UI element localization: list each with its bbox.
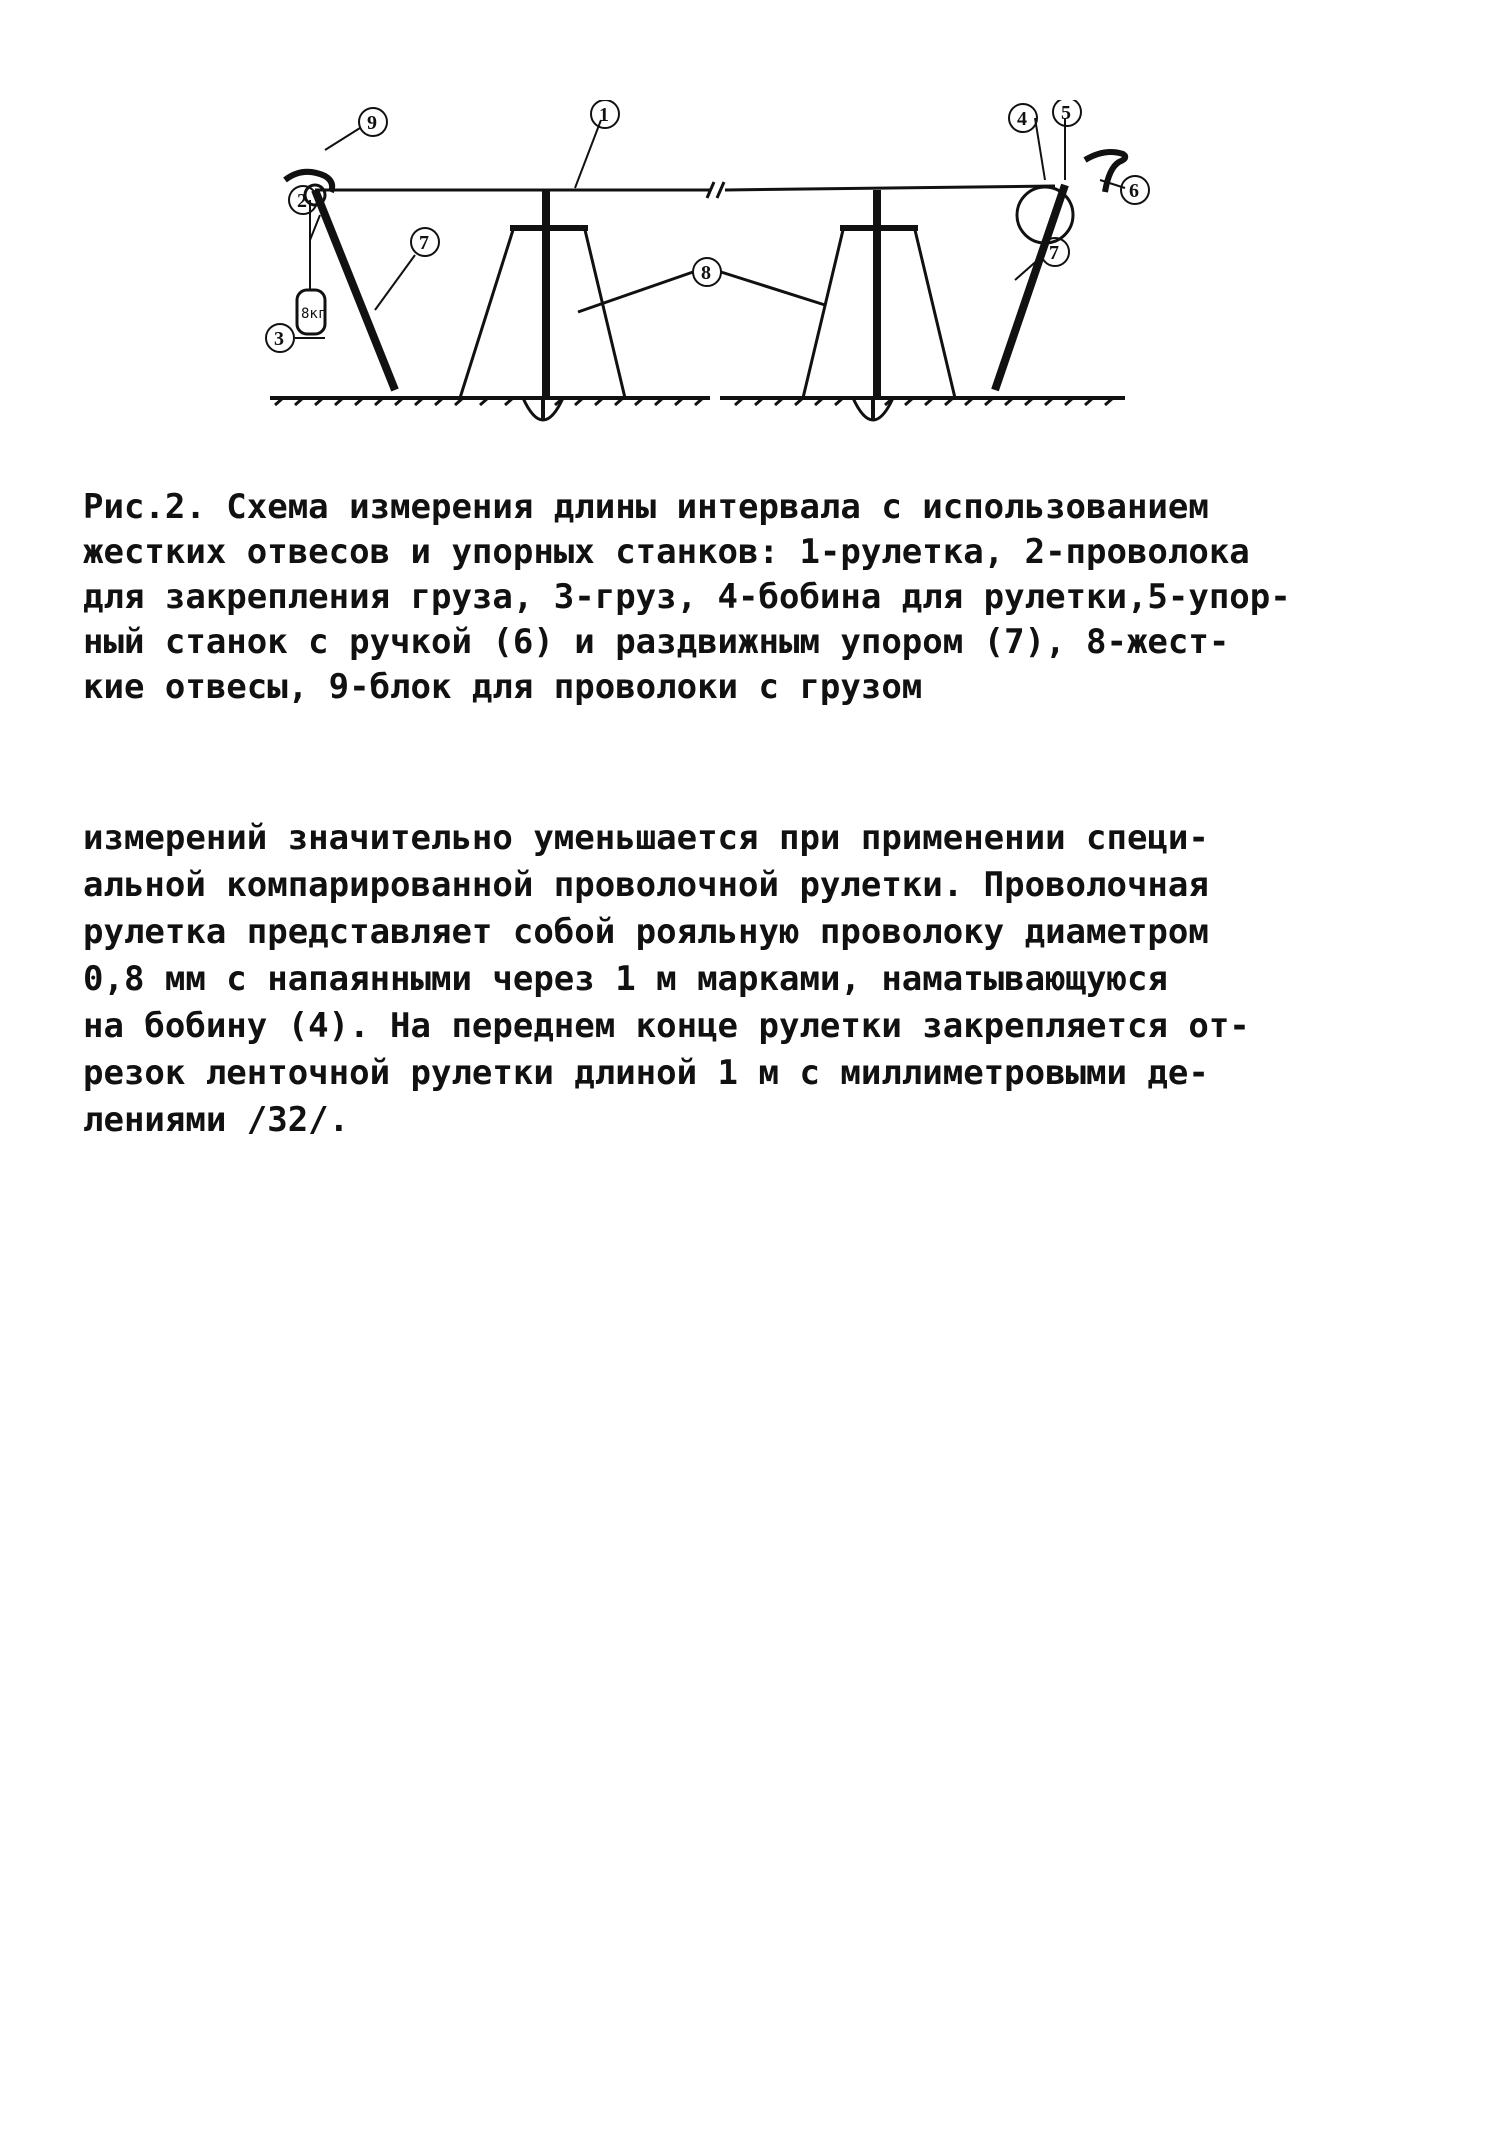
right-rigid-plumb	[803, 190, 955, 420]
callout-6	[1121, 176, 1149, 204]
svg-text:2: 2	[297, 190, 307, 212]
svg-text:7: 7	[1049, 242, 1059, 264]
body-paragraph	[83, 815, 1423, 1144]
body-line: рулетка представляет собой рояльную проволоку диаметром	[83, 912, 1209, 952]
callout-7-left	[411, 228, 439, 256]
svg-text:8: 8	[701, 262, 711, 284]
callout-1	[591, 100, 619, 128]
svg-text:5: 5	[1061, 102, 1071, 124]
caption-line: Рис.2. Схема измерения длины интервала с использованием	[83, 487, 1209, 527]
caption-line: для закрепления груза, 3-груз, 4-бобина для рулетки,5-упор-	[83, 577, 1291, 617]
ground-line	[270, 398, 1125, 420]
callout-8	[693, 258, 721, 286]
callout-3	[266, 324, 294, 352]
callout-9	[359, 108, 387, 136]
caption-line: кие отвесы, 9-блок для проволоки с грузом	[83, 667, 923, 707]
caption-line: жестких отвесов и упорных станков: 1-рулетка, 2-проволока	[83, 532, 1250, 572]
body-line: на бобину (4). На переднем конце рулетки закрепляется от-	[83, 1006, 1250, 1046]
svg-text:6: 6	[1129, 180, 1139, 202]
body-line: альной компарированной проволочной рулетки. Проволочная	[83, 865, 1209, 905]
callout-2	[289, 186, 317, 214]
svg-text:7: 7	[419, 232, 429, 254]
label-leaders	[295, 118, 1125, 338]
tape-line	[315, 182, 1055, 198]
svg-text:4: 4	[1017, 108, 1027, 130]
callout-4	[1009, 104, 1037, 132]
callout-5	[1053, 100, 1081, 126]
body-line: измерений значительно уменьшается при применении специ-	[83, 818, 1209, 858]
caption-line: ный станок с ручкой (6) и раздвижным упором (7), 8-жест-	[83, 622, 1230, 662]
body-line: 0,8 мм с напаянными через 1 м марками, наматывающуюся	[83, 959, 1168, 999]
svg-text:9: 9	[367, 112, 377, 134]
measurement-diagram	[255, 100, 1155, 440]
svg-text:3: 3	[274, 328, 284, 350]
svg-text:1: 1	[599, 104, 609, 126]
body-line: резок ленточной рулетки длиной 1 м с миллиметровыми де-	[83, 1053, 1209, 1093]
body-line: лениями /32/.	[83, 1100, 350, 1140]
figure-caption	[83, 485, 1423, 710]
weight-text: 8кг	[301, 306, 327, 322]
